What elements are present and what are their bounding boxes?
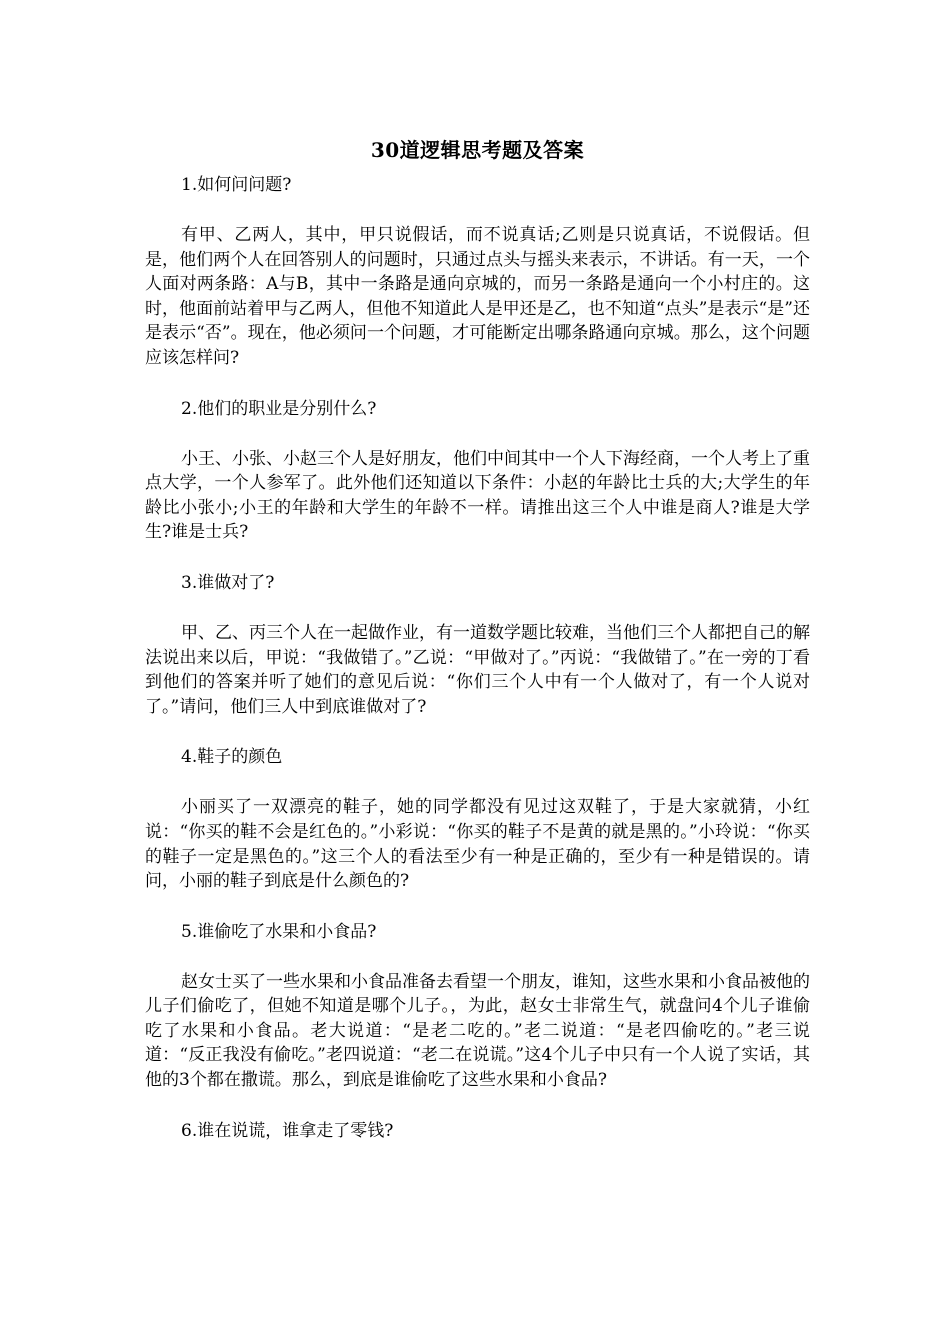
document-title: 30道逻辑思考题及答案 xyxy=(370,138,585,162)
question-2-heading: 2.他们的职业是分别什么? xyxy=(181,398,377,419)
question-4-body: 小丽买了一双漂亮的鞋子，她的同学都没有见过这双鞋了，于是大家就猜，小红说：“你买的鞋不会是红色的。”小彩说：“你买的鞋子不是黄的就是黑的。”小玲说：“你买的鞋子一定是黑色的。”这三个人的看法至少有一种是正确的，至少有一种是错误的。请问，小丽的鞋子到底是什么颜色的? xyxy=(145,797,810,892)
question-5-body: 赵女士买了一些水果和小食品准备去看望一个朋友，谁知，这些水果和小食品被他的儿子们偷吃了，但她不知道是哪个儿子。，为此，赵女士非常生气，就盘问4个儿子谁偷吃了水果和小食品。老大说道：“是老二吃的。”老二说道：“是老四偷吃的。”老三说道：“反正我没有偷吃。”老四说道：“老二在说谎。”这4个儿子中只有一个人说了实话，其他的3个都在撒谎。那么，到底是谁偷吃了这些水果和小食品? xyxy=(145,971,810,1091)
question-1-body: 有甲、乙两人，其中，甲只说假话，而不说真话;乙则是只说真话，不说假话。但是，他们两个人在回答别人的问题时，只通过点头与摇头来表示，不讲话。有一天，一个人面对两条路：A与B，其中一条路是通向京城的，而另一条路是通向一个小村庄的。这时，他面前站着甲与乙两人，但他不知道此人是甲还是乙，也不知道“点头”是表示“是”还是表示“否”。现在，他必须问一个问题，才可能断定出哪条路通向京城。那么，这个问题应该怎样问? xyxy=(145,225,810,368)
question-6-heading: 6.谁在说谎，谁拿走了零钱? xyxy=(181,1120,394,1141)
question-2-body: 小王、小张、小赵三个人是好朋友，他们中间其中一个人下海经商，一个人考上了重点大学，一个人参军了。此外他们还知道以下条件：小赵的年龄比士兵的大;大学生的年龄比小张小;小王的年龄和大学生的年龄不一样。请推出这三个人中谁是商人?谁是大学生?谁是士兵? xyxy=(145,448,810,543)
question-4-heading: 4.鞋子的颜色 xyxy=(181,747,283,768)
document-content xyxy=(145,134,810,1169)
question-3-body: 甲、乙、丙三个人在一起做作业，有一道数学题比较难，当他们三个人都把自己的解法说出来以后，甲说：“我做错了。”乙说：“甲做对了。”丙说：“我做错了。”在一旁的丁看到他们的答案并听了她们的意见后说：“你们三个人中有一个人做对了，有一个人说对了。”请问，他们三人中到底谁做对了? xyxy=(145,622,810,717)
question-5-heading: 5.谁偷吃了水果和小食品? xyxy=(181,921,377,942)
question-1-heading: 1.如何问问题? xyxy=(181,175,292,195)
question-3-heading: 3.谁做对了? xyxy=(181,572,275,593)
